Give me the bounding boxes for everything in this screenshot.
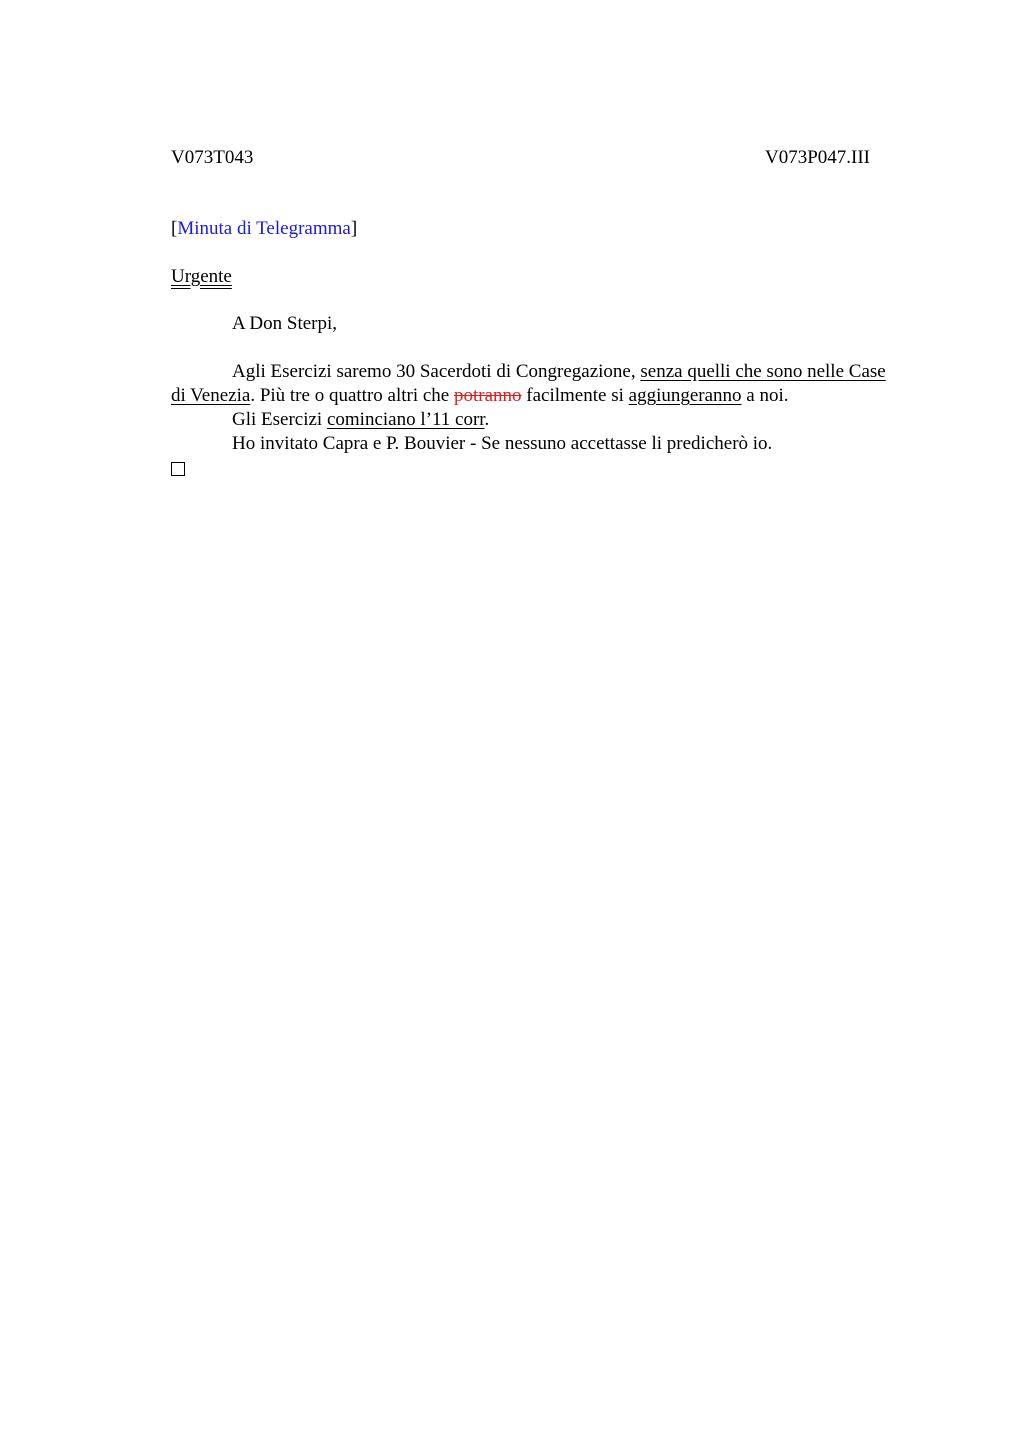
header-row xyxy=(171,146,905,170)
message-body xyxy=(171,360,905,456)
p1-text-e: facilmente si xyxy=(521,385,629,406)
document-page xyxy=(171,146,905,476)
p1-underlined-b: senza quelli che sono nelle Case di Venezia xyxy=(171,361,886,406)
p2-text-a: Gli Esercizi xyxy=(232,409,327,430)
p2-underlined-b: cominciano l’11 corr xyxy=(326,409,485,430)
p1-text-a: Agli Esercizi saremo 30 Sacerdoti di Congregazione, xyxy=(232,361,641,382)
p1-deleted-word: potranno xyxy=(453,385,522,406)
bracket-open: [ xyxy=(171,218,178,239)
paragraph-1 xyxy=(171,360,905,408)
p1-text-c: . Più tre o quattro altri che xyxy=(250,385,454,406)
urgent-label: Urgente xyxy=(171,266,232,287)
p2-text-c: . xyxy=(484,409,490,430)
p1-underlined-f: aggiungeranno xyxy=(628,385,742,406)
salutation: A Don Sterpi, xyxy=(232,313,338,334)
document-type xyxy=(171,217,905,241)
paragraph-3 xyxy=(171,432,905,456)
end-marker-box-icon xyxy=(171,462,185,476)
paragraph-2 xyxy=(171,408,905,432)
document-code-left: V073T043 xyxy=(171,147,254,168)
document-type-label: Minuta di Telegramma xyxy=(177,218,351,239)
document-code-right: V073P047.III xyxy=(764,147,870,168)
bracket-close: ] xyxy=(350,218,358,239)
p1-text-g: a noi. xyxy=(741,385,789,406)
p3-text-a: Ho invitato Capra e P. Bouvier - Se nessuno accettasse li predicherò io. xyxy=(232,433,773,454)
